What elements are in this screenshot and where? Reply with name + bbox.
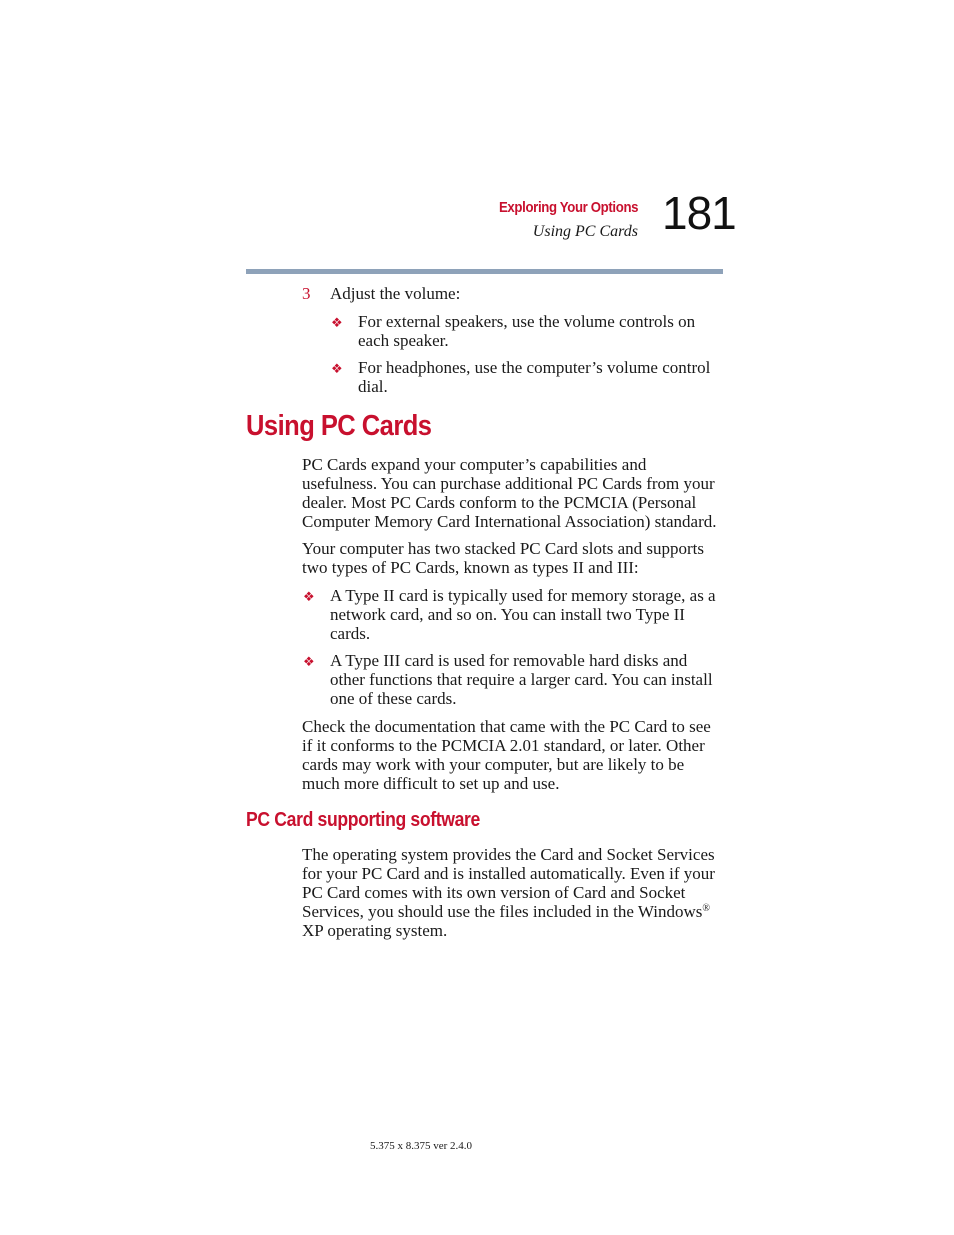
- section-bullet-2: A Type III card is used for removable hard disks and other functions that require a larger card. You can install one of these cards.: [330, 651, 713, 708]
- diamond-bullet-icon: ❖: [331, 361, 343, 376]
- section-heading: Using PC Cards: [246, 410, 432, 442]
- subsection-paragraph-start: The operating system provides the Card and Socket Services for your PC Card and is installed automatically. Even if your PC Card comes with its own version of Card and Socket Services, you should use the files included in the Windows: [302, 845, 715, 921]
- diamond-bullet-icon: ❖: [331, 315, 343, 330]
- header-rule: [246, 269, 723, 274]
- section-paragraph-3: Check the documentation that came with the PC Card to see if it conforms to the PCMCIA 2.01 standard, or later. Other cards may work with your computer, but are likely to be much more difficult to set up and use.: [302, 717, 711, 793]
- section-paragraph-1: PC Cards expand your computer’s capabilities and usefulness. You can purchase additional PC Cards from your dealer. Most PC Cards conform to the PCMCIA (Personal Computer Memory Card International Association) standard.: [302, 455, 717, 531]
- subsection-paragraph: [302, 845, 722, 940]
- section-paragraph-2: Your computer has two stacked PC Card slots and supports two types of PC Cards, known as types II and III:: [302, 539, 704, 577]
- section-bullet-1: A Type II card is typically used for memory storage, as a network card, and so on. You can install two Type II cards.: [330, 586, 716, 643]
- diamond-bullet-icon: ❖: [303, 654, 315, 669]
- footer-version: 5.375 x 8.375 ver 2.4.0: [370, 1140, 473, 1152]
- running-header-section: Exploring Your Options: [498, 199, 638, 216]
- subsection-heading: PC Card supporting software: [246, 809, 480, 831]
- diamond-bullet-icon: ❖: [303, 589, 315, 604]
- step-bullet-2: For headphones, use the computer’s volume control dial.: [358, 358, 711, 396]
- running-header-subsection: Using PC Cards: [532, 223, 638, 240]
- registered-mark: ®: [702, 903, 710, 914]
- subsection-paragraph-end: XP operating system.: [302, 921, 448, 940]
- page-number: 181: [662, 187, 736, 239]
- step-number: 3: [302, 284, 311, 303]
- step-bullet-1: For external speakers, use the volume controls on each speaker.: [358, 312, 696, 350]
- step-text: Adjust the volume:: [330, 284, 461, 303]
